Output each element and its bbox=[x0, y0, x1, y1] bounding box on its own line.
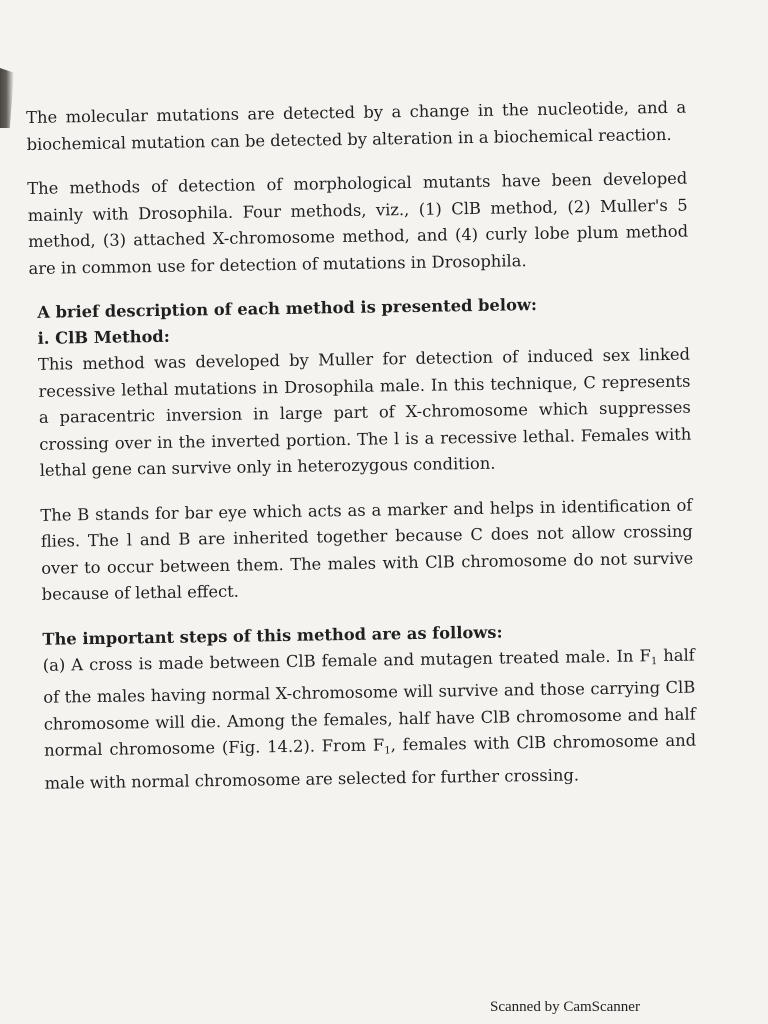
scanner-watermark: Scanned by CamScanner bbox=[490, 999, 640, 1015]
subheading-clb-method: i. ClB Method: bbox=[37, 326, 170, 348]
paragraph-detection-methods: The methods of detection of morphological mutants have been developed mainly with Drosophila. Four methods, viz., (1) ClB method, (2) Muller's 5 method, (3) attached X-chromosome method, and (4) curly lobe plum method are in common use for detection of mutations in Drosophila. bbox=[27, 168, 689, 278]
document-page bbox=[26, 95, 697, 797]
paragraph-molecular-mutations: The molecular mutations are detected by a change in the nucleotide, and a biochemical mutation can be detected by alteration in a biochemical reaction. bbox=[26, 97, 687, 154]
section-heading-brief-description: A brief description of each method is presented below: bbox=[37, 295, 538, 322]
paragraph-bar-eye: The B stands for bar eye which acts as a marker and helps in identification of flies. The l and B are inherited together because C does not allow crossing over to occur between them. The males with ClB chromosome do not survive because of lethal effect. bbox=[40, 495, 694, 604]
section-heading-important-steps: The important steps of this method are as follows: bbox=[42, 622, 503, 649]
subscript-f1-second: 1 bbox=[384, 745, 391, 757]
subscript-f1-first: 1 bbox=[650, 655, 658, 667]
step-a-text-2: half of the males having normal X-chromosome will survive and those carrying ClB chromosome will die. Among the females, half have ClB chromosome and half normal chromosome (Fig. 14.2). From F bbox=[43, 645, 696, 760]
step-a-text-1: (a) A cross is made between ClB female and mutagen treated male. In F bbox=[42, 645, 651, 675]
paragraph-clb-description: This method was developed by Muller for detection of induced sex linked recessive lethal mutations in Drosophila male. In this technique, C represents a paracentric inversion in large part of X-chromosome which suppresses crossing over in the inverted portion. The l is a recessive lethal. Females with lethal gene can survive only in heterozygous condition. bbox=[37, 344, 692, 480]
step-a-text-3: , females with ClB chromosome and male with normal chromosome are selected for further crossing. bbox=[44, 730, 697, 793]
page-edge-shadow bbox=[0, 68, 14, 128]
paragraph-step-a bbox=[43, 642, 697, 797]
